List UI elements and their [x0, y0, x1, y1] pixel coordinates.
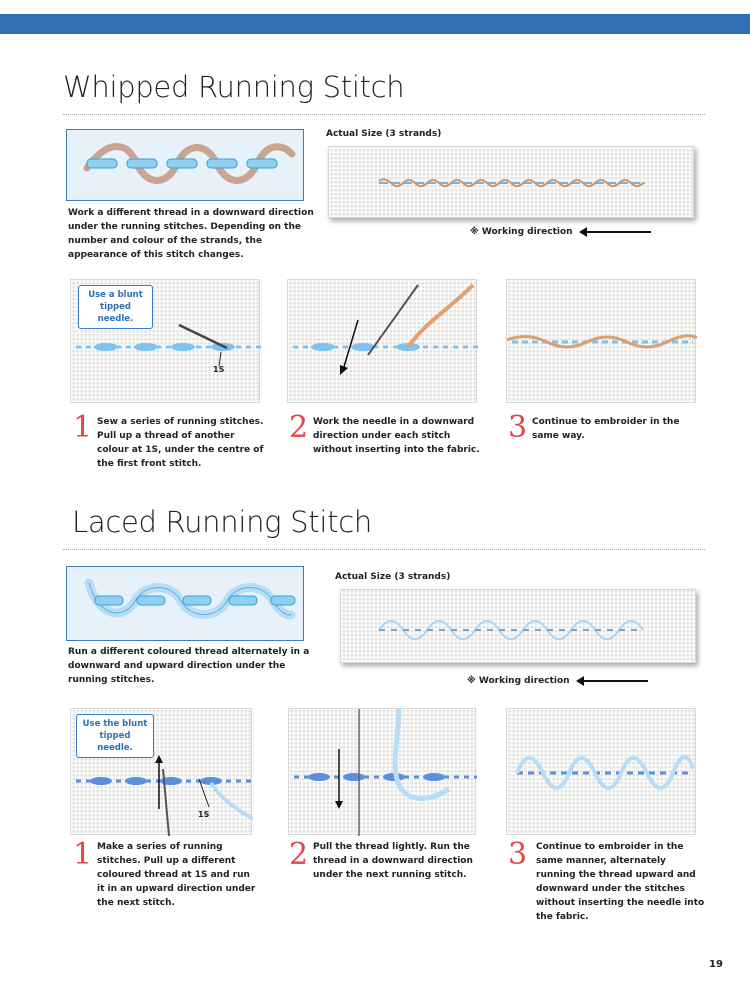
working-direction-indicator [470, 227, 651, 237]
step-text: Continue to embroider in the same manner, alternately running the thread upward and downward under the stitches without inserting the needle into the fabric. [536, 842, 705, 922]
section-title-whipped: Whipped Running Stitch [63, 70, 405, 104]
step-photo-3 [506, 279, 696, 403]
left-arrow-icon [576, 676, 648, 686]
step-number: 2 [289, 837, 309, 872]
section-title-laced: Laced Running Stitch [72, 505, 372, 539]
label-1s: 1S [198, 810, 210, 819]
blunt-needle-callout: Use the blunt tipped needle. [76, 714, 154, 758]
step-photo-2 [287, 279, 477, 403]
step-text: Make a series of running stitches. Pull up a different coloured thread at 1S and run it in an upward direction under the next stitch. [97, 842, 256, 908]
label-1s: 1S [213, 365, 225, 374]
laced-stitch-diagram [66, 566, 304, 641]
step-number: 3 [508, 410, 528, 445]
step-number: 1 [73, 410, 93, 445]
left-arrow-icon [579, 227, 651, 237]
step-number: 1 [73, 837, 93, 872]
actual-size-sample-laced [340, 589, 696, 663]
step-number: 3 [508, 837, 528, 872]
step-photo-3 [506, 708, 696, 835]
working-direction-indicator [467, 676, 648, 686]
actual-size-sample-whipped [328, 146, 694, 218]
laced-description: Run a different coloured thread alternately in a downward and upward direction under the running stitches. [68, 647, 310, 685]
step-text: Pull the thread lightly. Run the thread in a downward direction under the next running stitch. [313, 842, 473, 880]
step-photo-2 [288, 708, 476, 835]
blunt-needle-callout: Use a blunt tipped needle. [78, 285, 153, 329]
working-direction-label: ※ Working direction [470, 227, 573, 237]
whipped-description: Work a different thread in a downward direction under the running stitches. Depending on the number and colour of the strands, the appearance of this stitch changes. [68, 208, 314, 260]
header-accent-bar [0, 14, 750, 34]
actual-size-label: Actual Size (3 strands) [335, 572, 451, 582]
step-number: 2 [289, 410, 309, 445]
step-text: Work the needle in a downward direction under each stitch without inserting into the fabric. [313, 417, 480, 455]
section-divider [63, 549, 705, 550]
step-text: Continue to embroider in the same way. [532, 417, 680, 441]
actual-size-label: Actual Size (3 strands) [326, 129, 442, 139]
page-number: 19 [709, 959, 723, 970]
working-direction-label: ※ Working direction [467, 676, 570, 686]
section-divider [63, 114, 705, 115]
step-text: Sew a series of running stitches. Pull up a thread of another colour at 1S, under the centre of the first front stitch. [97, 417, 264, 469]
whipped-stitch-diagram [66, 129, 304, 201]
